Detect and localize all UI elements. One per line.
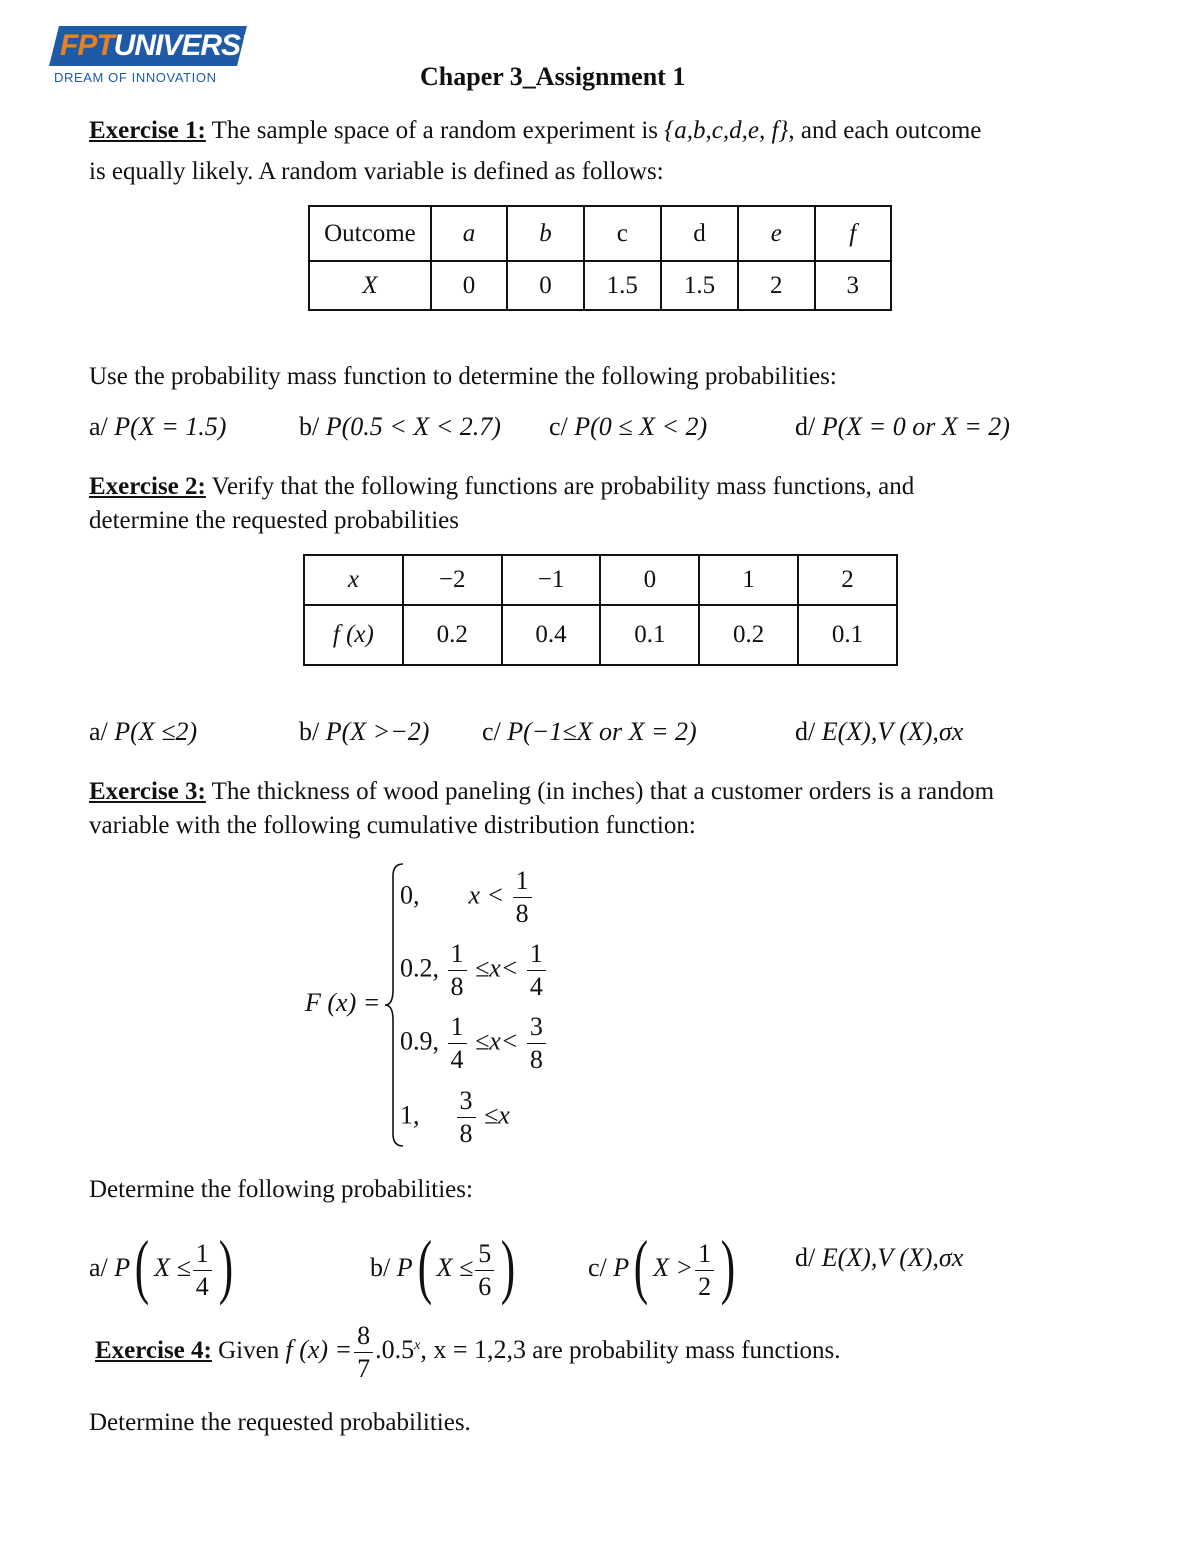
ex4-given: Given	[211, 1337, 286, 1365]
ex3-case-1-num: 1	[513, 868, 532, 898]
ex1-cell: Outcome	[309, 206, 431, 261]
ex2-cell: −2	[403, 555, 502, 605]
ex3-part-c-num: 1	[695, 1241, 714, 1271]
ex2-part-c-label: c/	[482, 717, 508, 746]
ex3-part-a-frac	[193, 1238, 212, 1301]
ex3-case-4-den: 8	[459, 1119, 473, 1148]
ex3-case-3-num-a: 1	[448, 1014, 467, 1044]
ex2-part-b-expr: P(X >−2)	[325, 717, 430, 746]
ex3-case-2-value: 0.2,	[400, 953, 439, 983]
ex3-case-4	[400, 1088, 510, 1147]
ex3-part-b: b/ P( X ≤ $\frac{5}{6}$ )	[370, 1226, 516, 1306]
ex1-cell: 1.5	[661, 261, 738, 310]
ex1-part-b-label: b/	[299, 412, 326, 441]
ex3-case-4-num: 3	[457, 1088, 476, 1118]
ex2-label: Exercise 2:	[89, 473, 206, 500]
ex3-case-2-num-b: 1	[527, 941, 546, 971]
ex2-cell: 0.1	[600, 605, 699, 665]
ex3-case-2-num-a: 1	[448, 941, 467, 971]
ex1-cell: a	[431, 206, 507, 261]
ex3-case-1	[400, 868, 534, 927]
ex3-case-3-frac-a	[448, 1014, 467, 1073]
ex1-cell: X	[309, 261, 431, 310]
ex3-case-4-value: 1,	[400, 1100, 420, 1130]
ex3-case-2-den-a: 8	[450, 972, 464, 1001]
ex2-table	[303, 554, 898, 666]
ex3-part-c-label: c/	[588, 1253, 614, 1282]
ex3-case-4-frac	[457, 1088, 476, 1147]
ex2-cell: f (x)	[304, 605, 403, 665]
ex3-label: Exercise 3:	[89, 778, 206, 805]
ex4-tail: are probability mass functions.	[525, 1337, 841, 1365]
ex1-cell: b	[507, 206, 583, 261]
ex2-cell: 0.2	[699, 605, 798, 665]
ex2-line1	[89, 470, 914, 505]
ex2-line2: determine the requested probabilities	[89, 507, 460, 534]
ex3-line1	[89, 775, 994, 810]
university-logo	[52, 22, 284, 90]
logo-brand-fpt: FPT	[60, 29, 114, 62]
ex3-cdf-lhs-text: F (x) =	[305, 988, 381, 1017]
ex3-case-1-cond: x <	[468, 880, 505, 910]
ex2-part-b	[299, 717, 429, 747]
ex3-instruction: Determine the following probabilities:	[89, 1176, 473, 1203]
ex1-cell: c	[584, 206, 661, 261]
ex1-part-c-expr: P(0 ≤ X < 2)	[574, 412, 708, 441]
ex3-part-d-label: d/	[795, 1243, 822, 1272]
ex4-fx: f (x) =	[285, 1335, 353, 1365]
ex1-cell: 0	[507, 261, 583, 310]
ex3-part-c-frac	[695, 1238, 714, 1301]
ex4-frac-num: 8	[354, 1323, 373, 1353]
ex4-frac-den: 7	[357, 1354, 371, 1383]
ex3-part-b-frac	[475, 1238, 494, 1301]
ex3-part-a: a/ P( X ≤ $\frac{1}{4}$ )	[89, 1226, 233, 1306]
ex1-cell: 2	[738, 261, 814, 310]
ex1-part-b	[299, 412, 501, 442]
logo-motto: DREAM OF INNOVATION	[54, 70, 217, 85]
ex3-part-c-den: 2	[698, 1271, 712, 1301]
ex4-domain: , x = 1,2,3	[420, 1335, 526, 1365]
ex3-case-3-den-b: 8	[529, 1045, 543, 1074]
ex4-label: Exercise 4:	[95, 1337, 212, 1365]
ex2-cell: 0	[600, 555, 699, 605]
ex2-part-a-expr: P(X ≤2)	[114, 717, 198, 746]
ex3-case-1-den: 8	[515, 899, 529, 928]
ex3-case-3-frac-b	[527, 1014, 546, 1073]
ex2-cell: 0.4	[502, 605, 601, 665]
ex1-line1	[89, 114, 981, 149]
ex2-part-d	[795, 717, 963, 747]
ex1-part-d	[795, 412, 1010, 442]
ex3-case-2-den-b: 4	[529, 972, 543, 1001]
ex3-case-3-den-a: 4	[450, 1045, 464, 1074]
ex3-part-c-pre: X >	[653, 1253, 694, 1282]
ex3-part-a-label: a/	[89, 1253, 115, 1282]
ex3-part-b-label: b/	[370, 1253, 397, 1282]
ex1-part-d-label: d/	[795, 412, 822, 441]
ex4-frac	[354, 1323, 373, 1382]
ex3-case-2	[400, 941, 548, 1000]
ex4-line1	[95, 1323, 841, 1382]
ex1-cell: 3	[815, 261, 891, 310]
ex3-part-d-expr: E(X),V (X),σx	[821, 1243, 964, 1272]
ex1-instruction: Use the probability mass function to determine the following probabilities:	[89, 363, 837, 390]
ex3-case-3-num-b: 3	[527, 1014, 546, 1044]
ex1-part-c-label: c/	[549, 412, 575, 441]
logo-brand-suffix: UNIVERSITY	[113, 29, 284, 62]
ex2-cell: 0.1	[798, 605, 897, 665]
logo-brand	[60, 28, 284, 64]
ex1-cell: 1.5	[584, 261, 661, 310]
ex3-part-b-num: 5	[475, 1241, 494, 1271]
ex2-cell: −1	[502, 555, 601, 605]
ex1-sample-set: {a,b,c,d,e, f}	[664, 117, 789, 144]
ex2-part-c	[482, 717, 697, 747]
ex2-part-a	[89, 717, 197, 747]
ex3-case-3-mid: ≤x<	[475, 1026, 519, 1056]
ex2-table-row-fx	[304, 605, 897, 665]
ex2-table-row-x	[304, 555, 897, 605]
ex2-part-d-expr: E(X),V (X),σx	[821, 717, 964, 746]
ex3-case-1-frac	[513, 868, 532, 927]
ex1-text-a: The sample space of a random experiment is	[205, 117, 665, 144]
ex3-text: The thickness of wood paneling (in inches) that a customer orders is a random	[205, 778, 995, 805]
ex3-part-a-num: 1	[193, 1241, 212, 1271]
ex3-case-2-mid: ≤x<	[475, 953, 519, 983]
page-title: Chaper 3_Assignment 1	[420, 62, 686, 91]
ex1-cell: 0	[431, 261, 507, 310]
ex2-cell: 0.2	[403, 605, 502, 665]
ex2-part-c-expr: P(−1≤X or X = 2)	[507, 717, 697, 746]
ex3-case-2-frac-b	[527, 941, 546, 1000]
ex3-case-3	[400, 1014, 548, 1073]
ex3-case-2-frac-a	[448, 941, 467, 1000]
ex3-part-d	[795, 1243, 963, 1273]
ex3-case-3-value: 0.9,	[400, 1026, 439, 1056]
ex3-part-a-den: 4	[195, 1271, 209, 1301]
ex4-line2: Determine the requested probabilities.	[89, 1409, 471, 1436]
ex1-part-a	[89, 412, 226, 442]
ex4-sup: x	[414, 1337, 421, 1353]
ex1-part-a-expr: P(X = 1.5)	[114, 412, 227, 441]
ex3-part-b-pre: X ≤	[436, 1253, 474, 1282]
ex4-rest: .0.5	[375, 1335, 415, 1365]
ex1-line2: is equally likely. A random variable is defined as follows:	[89, 158, 664, 185]
ex1-cell: d	[661, 206, 738, 261]
ex3-part-b-den: 6	[478, 1271, 492, 1301]
ex1-part-a-label: a/	[89, 412, 115, 441]
ex3-case-4-mid: ≤x	[484, 1100, 510, 1130]
ex1-part-d-expr: P(X = 0 or X = 2)	[821, 412, 1010, 441]
ex3-case-1-value: 0,	[400, 880, 420, 910]
ex1-text-b: , and each outcome	[788, 117, 982, 144]
ex3-part-a-pre: X ≤	[154, 1253, 191, 1282]
ex1-part-b-expr: P(0.5 < X < 2.7)	[325, 412, 501, 441]
ex2-cell: x	[304, 555, 403, 605]
ex2-part-a-label: a/	[89, 717, 115, 746]
ex1-table-row-outcome	[309, 206, 891, 261]
ex1-part-c	[549, 412, 707, 442]
ex1-table-row-x	[309, 261, 891, 310]
ex2-part-b-label: b/	[299, 717, 326, 746]
ex2-cell: 2	[798, 555, 897, 605]
ex1-cell: f	[815, 206, 891, 261]
ex2-text: Verify that the following functions are probability mass functions, and	[205, 473, 915, 500]
ex3-part-c: c/ P( X > $\frac{1}{2}$ )	[588, 1226, 736, 1306]
ex3-cdf-lhs	[305, 988, 380, 1018]
ex2-part-d-label: d/	[795, 717, 822, 746]
ex2-cell: 1	[699, 555, 798, 605]
ex1-label: Exercise 1:	[89, 117, 206, 144]
ex1-cell: e	[738, 206, 814, 261]
ex1-table	[308, 205, 892, 311]
ex3-line2: variable with the following cumulative distribution function:	[89, 812, 696, 839]
